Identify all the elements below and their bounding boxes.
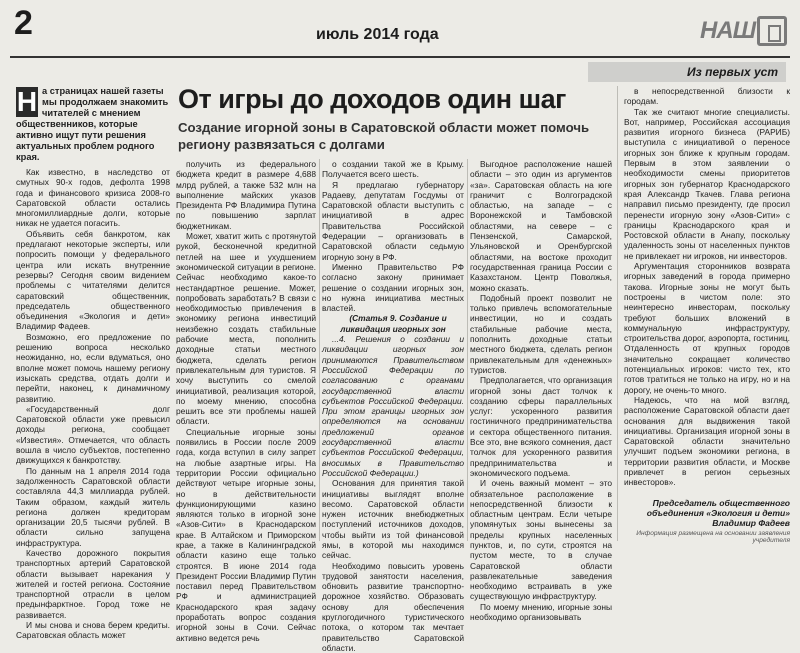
article-paragraph: Подобный проект позволит не только привлечь вспомогательные инвестиции, но и создать стабильные рабочие места, пополнить доходные статьи местного бюджета, сделать регион привлекательным для «денежных» туристов. bbox=[470, 292, 612, 375]
article-paragraph: Основания для принятия такой инициативы выглядят вполне весомо. Саратовской области нужен источник внебюджетных поступлений источников доходов, чтобы выйти из той финансовой ямы, в которой мы находимся сейчас. bbox=[322, 478, 464, 561]
article-column-3 bbox=[322, 159, 464, 653]
article-paragraph: Выгодное расположение нашей области – это один из аргументов «за». Саратовская область на юге граничит с Волгоградской областью, на западе – с Воронежской и Тамбовской областями, на севере – с Пензенской, Самарской, Ульяновской и Оренбургской областями, на востоке проходит государственная граница России с Казахстаном. Центр Поволжья, можно сказать. bbox=[470, 159, 612, 293]
law-citation-text: ...4. Решения о создании и ликвидации игорных зон принимаются Правительством Российской Федерации по согласованию с органами государственной власти субъектов Российской Федерации. При этом границы игорных зон определяются на основании предложений органов государственной власти субъектов Российской Федерации, вносимых в Правительство Российской Федерации.) bbox=[322, 334, 464, 478]
article-paragraph: По моему мнению, игорные зоны необходимо организовывать bbox=[470, 601, 612, 623]
intro-paragraph: По данным на 1 апреля 2014 года задолженность Саратовской области составляла 44,3 миллиарда рублей. Таким образом, каждый житель региона должен кредиторам организации 20,5 тысячи рублей. В области сильно запущена инфраструктура. bbox=[16, 465, 170, 548]
article-paragraph: Специальные игорные зоны появились в России после 2009 года, когда вступил в силу запрет на любые азартные игры. На территории России официально действуют четыре игорные зоны, но в действительности функционирующими казино являются только в игорной зоне «Азов-Сити» в Краснодарском крае. В Алтайском и Приморском крае, а также в Калининградской области казино еще только строятся. В июне 2014 года Президент России Владимир Путин поставил перед Правительством РФ и администрацией Краснодарского края задачу проработать вопрос создания игорной зоны в Сочи. Сейчас активно ведется речь bbox=[176, 426, 316, 643]
article-column-4 bbox=[470, 159, 612, 623]
column-divider bbox=[319, 159, 320, 541]
header-rule bbox=[10, 56, 790, 58]
article-headline: От игры до доходов один шаг bbox=[178, 84, 566, 114]
article-paragraph: Именно Правительство РФ согласно закону принимает решение о создании игорных зон, но нужна инициатива местных властей. bbox=[322, 261, 464, 314]
column-divider bbox=[617, 86, 618, 541]
author-name: Владимир Фадеев bbox=[712, 518, 790, 528]
column-divider bbox=[467, 159, 468, 541]
intro-paragraph: Объявить себя банкротом, как предлагают некоторые эксперты, или попросить помощи у федерального центра или искать внутренние резервы? Сегодня своим видением проблемы с читателями делится саратовский общественник, председатель общественного объединения «Экология и дети» Владимир Фадеев. bbox=[16, 228, 170, 332]
dropcap: Н bbox=[16, 86, 38, 117]
intro-paragraph: И мы снова и снова берем кредиты. Саратовская область может bbox=[16, 620, 170, 641]
page-number: 2 bbox=[14, 4, 33, 42]
article-paragraph: Предполагается, что организация игорной зоны даст толчок к созданию сферы параллельных услуг: ускоренного развития гостиничного предпринимательства и сектора общественного питания. Все это, вне всякого сомнения, даст толчок для ускоренного развития предпринимательства и экономического подъема. bbox=[470, 375, 612, 478]
article-paragraph: И очень важный момент – это обязательное расположение в непосредственной близости к областным центрам. Если четыре упомянутых зоны вынесены за пределы крупных населенных пунктов, и, по сути, строятся на пустом месте, то в случае Саратовской области развлекательные заведения необходимо встраивать в уже существующую инфраструктуру. bbox=[470, 478, 612, 602]
article-paragraph: Надеюсь, что на мой взгляд, расположение Саратовской области дает основания для выдвижения такой инициативы. Организация игорной зоны в Саратовской области значительно улучшит подъем экономики региона, в территории развития области, и Москве привлечет в регион серьезных инвесторов». bbox=[624, 394, 790, 488]
brand-logo bbox=[700, 10, 790, 52]
intro-lead: а страницах нашей газеты мы продолжаем знакомить читателей с мнением общественников, которые активно ищут пути решения актуальных проблем родного края. bbox=[16, 86, 169, 162]
article-paragraph: в непосредственной близости к городам. bbox=[624, 86, 790, 107]
article-paragraph: получить из федерального бюджета кредит в размере 4,688 млрд рублей, а также 532 млн на выполнение майских указов Президента РФ Владимира Путина по повышению зарплат бюджетникам. bbox=[176, 159, 316, 231]
article-paragraph: Необходимо повысить уровень трудовой занятости населения, обновить развитие транспортно-дорожное хозяйство. Образовать основу для обеспечения круглогодичного туристического потока, о котором так мечтает правительство Саратовской области. bbox=[322, 560, 464, 653]
article-paragraph: Аргументация сторонников возврата игорных заведений в города примерно такова. Игорные зоны не могут быть построены в чистом поле: это неинтересно инвесторам, поскольку требуют больших вложений в коммунальную инфраструктуру, строительства дорог, аэропорта, гостиниц. Отдаленность от крупных городов значительно сокращает количество потенциальных игроков: чисто тех, кто готов тратиться не только на игру, но и на дорогу, не очень-то много. bbox=[624, 261, 790, 395]
house-icon bbox=[757, 16, 787, 46]
intro-column bbox=[16, 86, 170, 641]
brand-logo-text: НАШ bbox=[700, 17, 756, 44]
article-column-5 bbox=[624, 86, 790, 488]
article-column-2 bbox=[176, 159, 316, 643]
author-signature bbox=[612, 498, 790, 528]
article-paragraph: Я предлагаю губернатору Радаеву, депутатам Госдумы от Саратовской области выступить с инициативой в адрес Правительства Российской Федерации – организовать в Саратовской области седьмую игорную зону в РФ. bbox=[322, 179, 464, 262]
intro-paragraph: Качество дорожного покрытия транспортных артерий Саратовской области вызывает нарекания у жителей и гостей региона. Состояние транспортной отрасли в целом предынфарктное. Город тоже не развивается. bbox=[16, 547, 170, 620]
intro-paragraph: «Государственный долг Саратовской области уже превысил доходы региона, сообщает «Известия». Отмечается, что область вошла в число субъектов, постепенно движущихся к банкротству. bbox=[16, 403, 170, 466]
publication-note: Информация размещена на основании заявления учредителя bbox=[636, 530, 790, 544]
author-role: Председатель общественного объединения «Экология и дети» bbox=[646, 498, 790, 518]
intro-paragraph: Возможно, его предложение по решению вопроса несколько неожиданно, но, если вдуматься, оно вполне может помочь нашему региону изыскать средства, отдать долги и перейти, наконец, к динамичному развитию. bbox=[16, 331, 170, 404]
rubric-label: Из первых уст bbox=[588, 62, 786, 82]
article-paragraph: Так же считают многие специалисты. Вот, например, Российская ассоциация развития игорного бизнеса (РАРИБ) выступила с инициативой о переносе игорных зон ближе к крупным городам. Первым в этом заявлении о необходимости смены приоритетов игорных зон губернатор Краснодарского края Александр Ткачев. Глава региона направил письмо президенту, где просил перенести игорную зону «Азов-Сити» с границы Краснодарского края и Ростовской области в Анапу, поскольку удаленность зоны от населенных пунктов не привлекает ни игроков, ни инвесторов. bbox=[624, 106, 790, 261]
article-subhead: Создание игорной зоны в Саратовской области может помочь региону развязаться с долгами bbox=[178, 120, 590, 152]
intro-paragraph: Как известно, в наследство от смутных 90-х годов, дефолта 1998 года и финансового кризиса 2008-го Саратовской области остались многомиллиардные долги, которые никак не удается погасить. bbox=[16, 167, 170, 229]
law-citation-title: (Статья 9. Создание и ликвидация игорных зон bbox=[340, 313, 447, 334]
article-paragraph: о создании такой же в Крыму. Получается всего шесть. bbox=[322, 159, 464, 180]
issue-date: июль 2014 года bbox=[316, 26, 439, 43]
article-paragraph: Может, хватит жить с протянутой рукой, бесконечной кредитной петлей на шее и ухудшением экономической ситуации в регионе. Сейчас необходимо какое-то нестандартное решение. Может, попробовать заработать? В связи с необходимостью привлечения в экономику региона инвестиций неизбежно создать стабильные рабочие места, пополнить доходные статьи местного бюджета, сделать регион привлекательным для туристов. Я хочу выступить со смелой инициативой, реализация которой, по моему мнению, способна решить все эти проблемы нашей области. bbox=[176, 231, 316, 427]
